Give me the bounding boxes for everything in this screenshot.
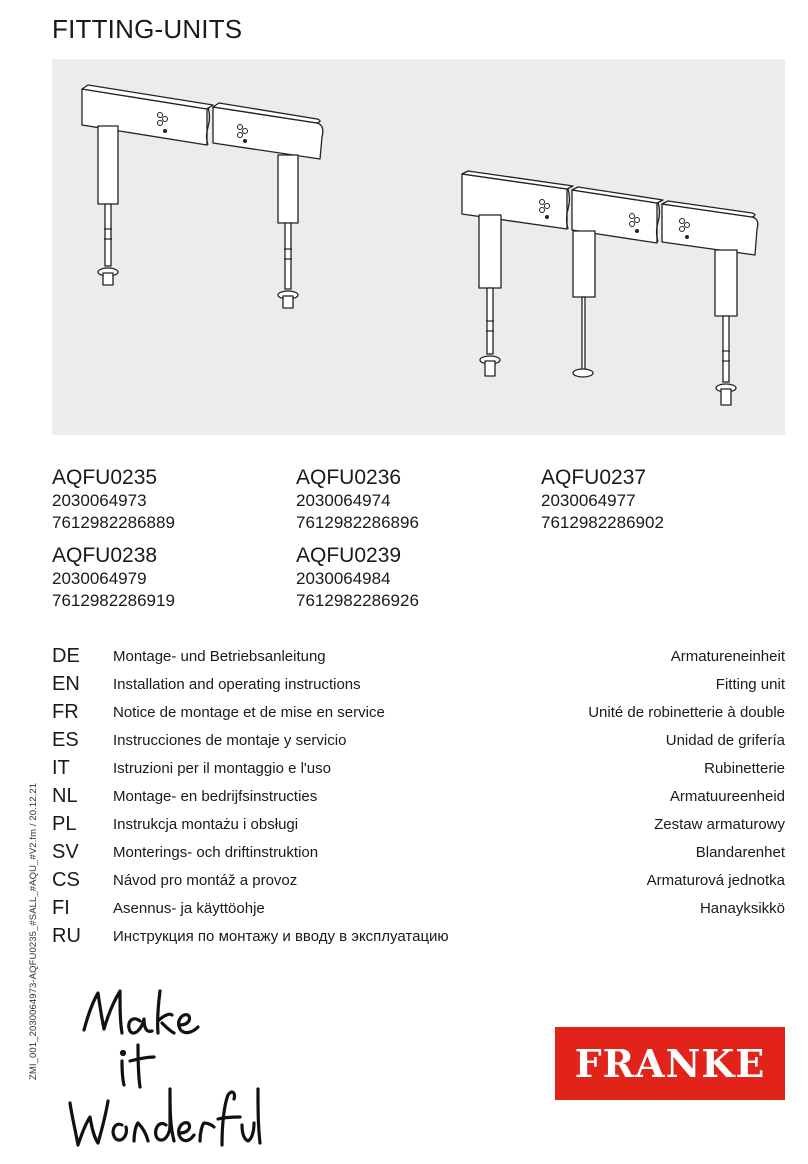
language-row-de [52,643,785,671]
instructions-title: Návod pro montáž a provoz [113,872,298,889]
language-code: FI [52,897,70,919]
language-row-fr [52,699,785,727]
article-number: 2030064979 [52,569,147,588]
model-block [541,465,781,534]
article-number: 2030064977 [541,491,636,510]
product-name: Armaturová jednotka [646,872,785,889]
model-block [52,543,292,612]
product-illustration [52,59,785,435]
model-block [296,465,536,534]
brand-name: FRANKE [574,1041,766,1086]
language-code: RU [52,925,81,947]
instructions-title: Montage- und Betriebsanleitung [113,648,326,665]
model-code: AQFU0237 [541,466,647,489]
fitting-units-drawing [52,59,785,435]
language-code: PL [52,813,77,835]
instructions-title: Montage- en bedrijfsinstructies [113,788,318,805]
franke-logo [555,1027,785,1100]
article-number: 2030064984 [296,569,391,588]
language-row-it [52,755,785,783]
language-code: NL [52,785,78,807]
product-name: Fitting unit [715,676,785,693]
model-code: AQFU0238 [52,544,158,567]
instructions-title: Notice de montage et de mise en service [113,704,385,721]
language-code: EN [52,673,80,695]
slogan-handwriting [62,985,262,1155]
instructions-title: Monterings- och driftinstruktion [113,844,319,861]
language-row-cs [52,867,785,895]
product-name: Zestaw armaturowy [654,816,785,833]
ean-number: 7612982286919 [52,591,175,610]
ean-number: 7612982286896 [296,513,419,532]
product-name: Armatureneinheit [670,648,785,665]
language-row-ru [52,923,785,951]
language-code: ES [52,729,79,751]
article-number: 2030064974 [296,491,391,510]
model-code: AQFU0236 [296,466,402,489]
language-row-sv [52,839,785,867]
instructions-title: Asennus- ja käyttöohje [113,900,265,917]
instructions-title: Installation and operating instructions [113,676,361,693]
ean-number: 7612982286889 [52,513,175,532]
instructions-title: Instrukcja montażu i obsługi [113,816,299,833]
language-row-es [52,727,785,755]
language-code: SV [52,841,79,863]
model-block [52,465,292,534]
language-row-pl [52,811,785,839]
ean-number: 7612982286926 [296,591,419,610]
instructions-title: Инструкция по монтажу и вводу в эксплуатацию [113,928,449,945]
language-row-en [52,671,785,699]
language-code: IT [52,757,70,779]
instructions-title: Istruzioni per il montaggio e l'uso [113,760,331,777]
instructions-title: Instrucciones de montaje y servicio [113,732,347,749]
language-row-nl [52,783,785,811]
product-name: Rubinetterie [704,760,785,777]
ean-number: 7612982286902 [541,513,664,532]
language-code: FR [52,701,79,723]
language-row-fi [52,895,785,923]
product-name: Unidad de grifería [665,732,785,749]
product-name: Unité de robinetterie à double [588,704,785,721]
page-title: FITTING-UNITS [52,14,243,44]
document-reference: ZMI_001_2030064973-AQFU0235_#SALL_#AQU_#V2.fm / 20.12.21 [28,782,39,1080]
product-name: Armatuureenheid [669,788,785,805]
model-block [296,543,536,612]
article-number: 2030064973 [52,491,147,510]
language-code: CS [52,869,80,891]
model-code: AQFU0239 [296,544,402,567]
model-code: AQFU0235 [52,466,158,489]
product-name: Blandarenhet [695,844,785,861]
product-name: Hanayksikkö [699,900,785,917]
language-code: DE [52,645,80,667]
